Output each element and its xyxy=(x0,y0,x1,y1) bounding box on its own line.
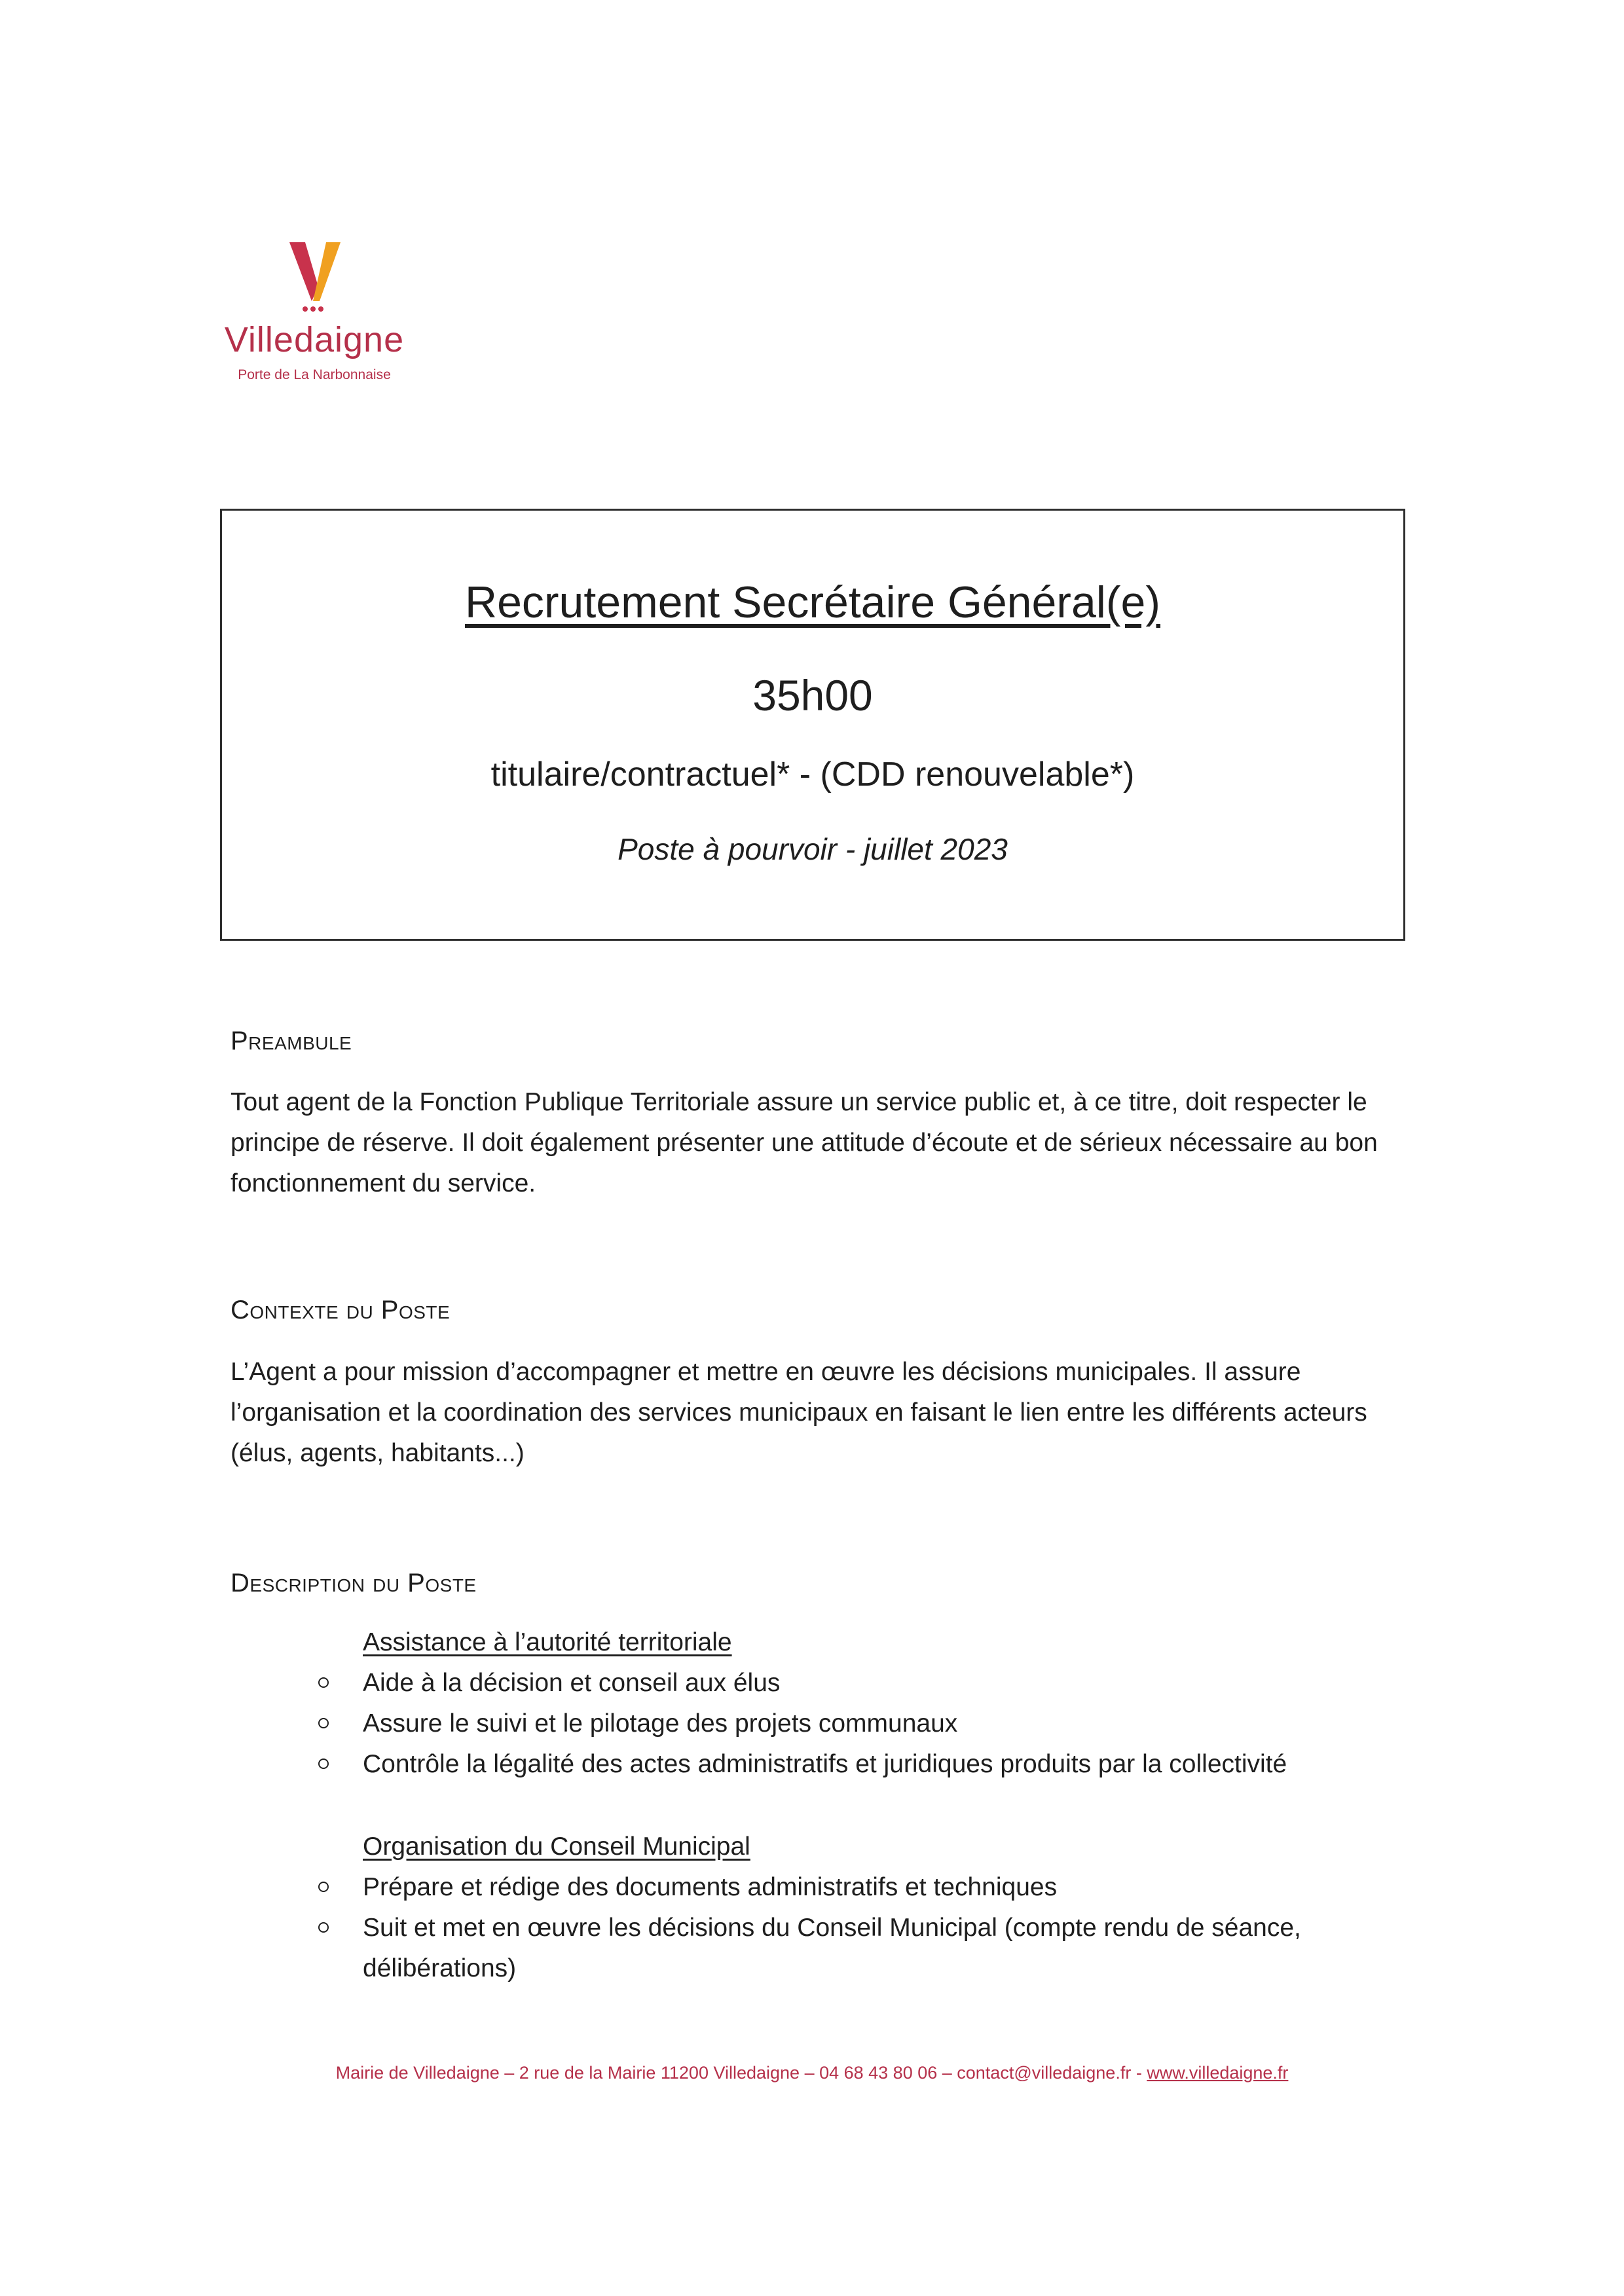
job-availability: Poste à pourvoir - juillet 2023 xyxy=(618,832,1008,866)
job-title-box xyxy=(220,509,1405,941)
list-item: Assure le suivi et le pilotage des projets communaux xyxy=(314,1704,1414,1744)
job-title: Recrutement Secrétaire Général(e) xyxy=(464,577,1160,627)
list-item: Suit et met en œuvre les décisions du Conseil Municipal (compte rendu de séance, délibérations) xyxy=(314,1908,1414,1989)
conseil-list xyxy=(314,1867,1414,1989)
municipality-logo xyxy=(196,236,432,385)
villedaigne-v-logo-icon xyxy=(275,236,354,314)
group-title-conseil: Organisation du Conseil Municipal xyxy=(363,1832,750,1861)
bullet-circle-icon xyxy=(318,1922,329,1933)
preambule-text: Tout agent de la Fonction Publique Territoriale assure un service public et, à ce titre, doit respecter le principe de réserve. Il doit également présenter une attitude d’écoute et de sérieux nécessaire au bon fonctionnement du service. xyxy=(231,1088,1378,1197)
preambule-heading: Preambule xyxy=(231,1027,352,1055)
description-heading: Description du Poste xyxy=(231,1569,477,1597)
list-item: Contrôle la légalité des actes administratifs et juridiques produits par la collectivité xyxy=(314,1744,1414,1785)
bullet-circle-icon xyxy=(318,1718,329,1728)
list-item: Aide à la décision et conseil aux élus xyxy=(314,1663,1414,1704)
group-title-assistance: Assistance à l’autorité territoriale xyxy=(363,1628,732,1656)
footer-address: Mairie de Villedaigne – 2 rue de la Mairie 11200 Villedaigne – 04 68 43 80 06 – contact@villedaigne.fr - xyxy=(335,2063,1147,2083)
bullet-circle-icon xyxy=(318,1758,329,1769)
logo-name: Villedaigne xyxy=(224,320,405,359)
assistance-list xyxy=(314,1663,1414,1785)
footer-website-link[interactable]: www.villedaigne.fr xyxy=(1147,2063,1289,2083)
bullet-circle-icon xyxy=(318,1882,329,1892)
job-hours: 35h00 xyxy=(752,671,873,720)
job-status: titulaire/contractuel* - (CDD renouvelable*) xyxy=(490,756,1135,793)
list-item: Prépare et rédige des documents administratifs et techniques xyxy=(314,1867,1414,1908)
logo-tagline: Porte de La Narbonnaise xyxy=(238,367,391,382)
page-footer xyxy=(0,2061,1624,2085)
contexte-heading: Contexte du Poste xyxy=(231,1296,451,1324)
bullet-circle-icon xyxy=(318,1677,329,1688)
contexte-text: L’Agent a pour mission d’accompagner et mettre en œuvre les décisions municipales. Il assure l’organisation et la coordination des services municipaux en faisant le lien entre les différents acteurs (élus, agents, habitants...) xyxy=(231,1358,1367,1467)
